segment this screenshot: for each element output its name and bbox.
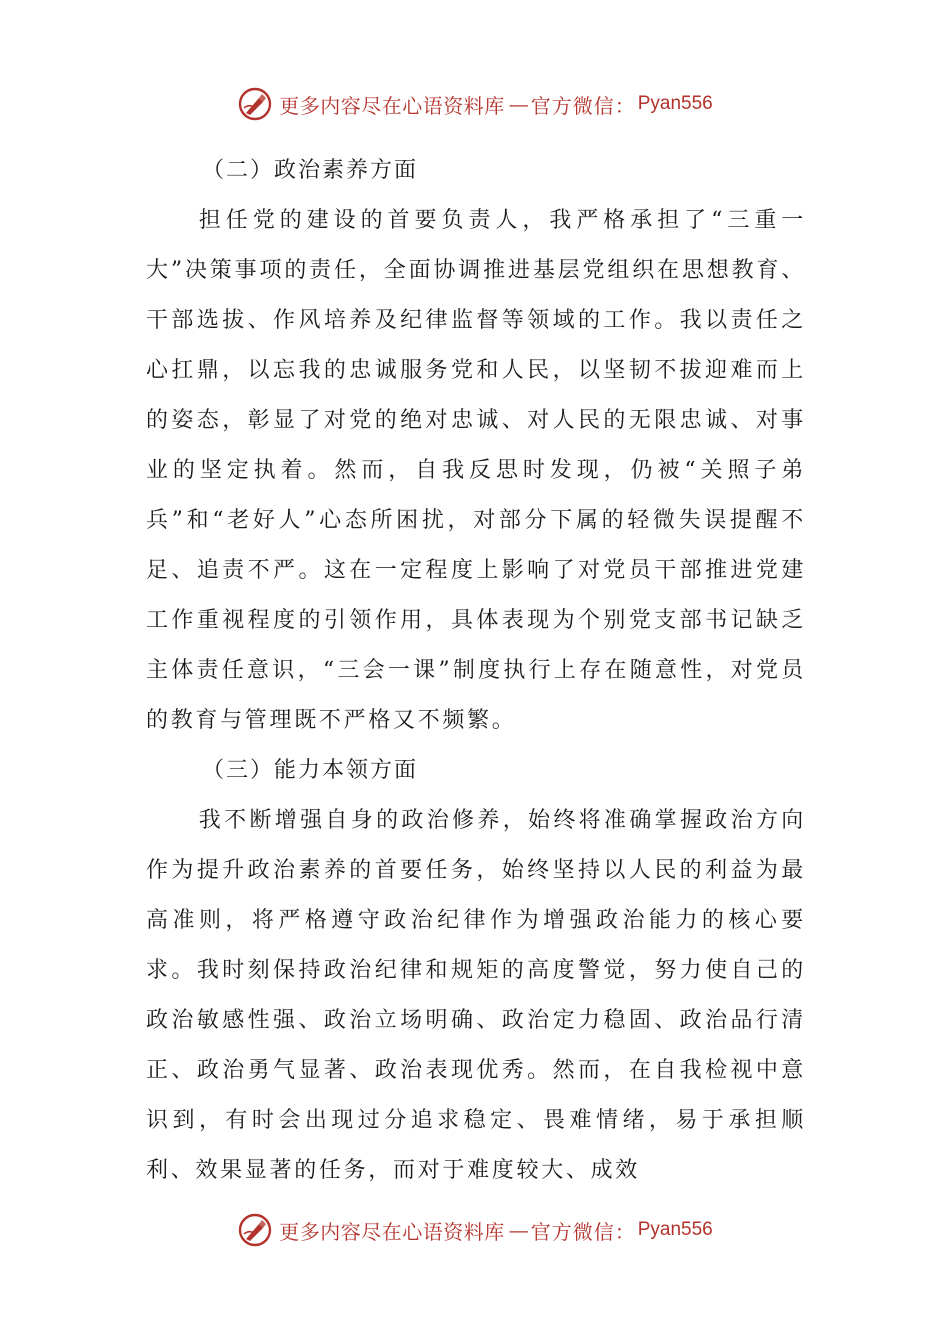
document-body (146, 146, 806, 1196)
pen-logo-icon (237, 1212, 273, 1248)
watermark-banner-top (0, 82, 950, 126)
watermark-separator: — (508, 1218, 527, 1242)
watermark-site-text: 更多内容尽在心语资料库 (279, 93, 505, 118)
watermark-wechat-id: Pyan556 (637, 1219, 713, 1240)
section-heading-ability: （三）能力本领方面 (202, 758, 419, 783)
watermark-banner-bottom (0, 1208, 950, 1252)
watermark-wechat-label: 官方微信： (530, 93, 636, 118)
section-heading-political-literacy: （二）政治素养方面 (202, 158, 419, 183)
section-paragraph-ability: 我不断增强自身的政治修养，始终将准确掌握政治方向作为提升政治素养的首要任务，始终坚持以人民的利益为最高准则，将严格遵守政治纪律作为增强政治能力的核心要求。我时刻保持政治纪律和规矩的高度警觉，努力使自己的政治敏感性强、政治立场明确、政治定力稳固、政治品行清正、政治勇气显著、政治表现优秀。然而，在自我检视中意识到，有时会出现过分追求稳定、畏难情绪，易于承担顺利、效果显著的任务，而对于难度较大、成效 (146, 808, 806, 1183)
watermark-site-text: 更多内容尽在心语资料库 (279, 1219, 505, 1244)
section-paragraph-political-literacy: 担任党的建设的首要负责人，我严格承担了“三重一大”决策事项的责任，全面协调推进基层党组织在思想教育、干部选拔、作风培养及纪律监督等领域的工作。我以责任之心扛鼎，以忘我的忠诚服务党和人民，以坚韧不拔迎难而上的姿态，彰显了对党的绝对忠诚、对人民的无限忠诚、对事业的坚定执着。然而，自我反思时发现，仍被“关照子弟兵”和“老好人”心态所困扰，对部分下属的轻微失误提醒不足、追责不严。这在一定程度上影响了对党员干部推进党建工作重视程度的引领作用，具体表现为个别党支部书记缺乏主体责任意识，“三会一课”制度执行上存在随意性，对党员的教育与管理既不严格又不频繁。 (146, 208, 806, 733)
watermark-wechat-label: 官方微信： (530, 1219, 636, 1244)
watermark-separator: — (508, 92, 527, 116)
pen-logo-icon (237, 86, 273, 122)
watermark-wechat-id: Pyan556 (637, 93, 713, 114)
